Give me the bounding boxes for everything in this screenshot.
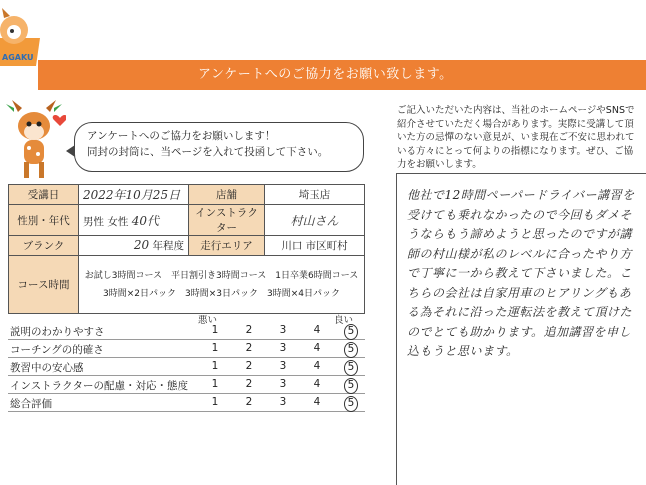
store-field[interactable]: 埼玉店	[265, 185, 365, 205]
rating-option-3[interactable]	[276, 360, 290, 372]
comment-box[interactable]	[396, 173, 646, 485]
rating-row	[8, 376, 365, 394]
rating-option-1[interactable]	[208, 324, 222, 336]
form-row-course	[9, 256, 365, 314]
rating-question: インストラクターの配慮・対応・態度	[10, 380, 188, 392]
rating-option-label: 1	[211, 378, 219, 390]
rating-option-label: 1	[211, 360, 219, 372]
instructor-field[interactable]: 村山さん	[265, 205, 365, 236]
rating-option-4[interactable]	[310, 342, 324, 354]
blank-value: 20	[133, 238, 150, 252]
rating-option-3[interactable]	[276, 396, 290, 408]
good-label: 良い	[334, 315, 354, 326]
rating-question: コーチングの的確さ	[10, 344, 104, 356]
speech-bubble	[74, 122, 364, 172]
rating-option-2[interactable]	[242, 360, 256, 372]
rating-row	[8, 358, 365, 376]
blank-field[interactable]	[79, 236, 189, 256]
course-line-2: 3時間×2日パック 3時間×3日パック 3時間×4日パック	[103, 288, 340, 299]
bad-label: 悪い	[198, 315, 218, 326]
area-label: 走行エリア	[189, 236, 265, 256]
rating-question: 総合評価	[10, 398, 52, 410]
ratings-rows	[8, 322, 365, 412]
rating-question: 説明のわかりやすさ	[10, 326, 105, 338]
rating-option-label: 4	[313, 360, 321, 372]
mascot-logo-icon	[0, 8, 40, 78]
date-field[interactable]: 2022年10月25日	[79, 185, 189, 205]
rating-option-label: 2	[245, 378, 253, 390]
rating-option-4[interactable]	[310, 360, 324, 372]
rating-option-2[interactable]	[242, 378, 256, 390]
gender-label: 性別・年代	[9, 205, 79, 236]
banner-text: アンケートへのご協力をお願い致します。	[198, 67, 453, 82]
form-row-date	[9, 185, 365, 205]
rating-option-2[interactable]	[242, 396, 256, 408]
rating-option-3[interactable]	[276, 342, 290, 354]
gender-value: 男性 女性	[83, 215, 129, 228]
form-row-gender	[9, 205, 365, 236]
rating-option-1[interactable]	[208, 396, 222, 408]
rating-option-label: 4	[313, 342, 321, 354]
logo-text: AGAKU	[2, 53, 34, 62]
rating-option-label: 3	[279, 378, 287, 390]
rating-option-label: 3	[279, 396, 287, 408]
rating-option-2[interactable]	[242, 324, 256, 336]
rating-option-label: 4	[313, 396, 321, 408]
blank-label: ブランク	[9, 236, 79, 256]
rating-option-label: 2	[245, 342, 253, 354]
rating-row	[8, 340, 365, 358]
header-banner	[38, 60, 646, 90]
course-options[interactable]	[79, 256, 365, 314]
rating-option-label: 5	[344, 396, 358, 412]
info-form-table	[8, 184, 365, 314]
rating-option-label: 2	[245, 324, 253, 336]
comment-text: 他社で12時間ペーパードライバー講習を受けても乗れなかったので今回もダメそうならもう諦めようと思ったのですが講師の村山様が私のレベルに合ったやり方で丁寧に一から教えて下さいました。こちらの会社は自家用車のヒアリングもある為それに沿った運転法を教えて頂けたのでとても助かります。追加講習を申し込もうと思います。	[407, 188, 635, 358]
area-field[interactable]: 川口 市区町村	[265, 236, 365, 256]
course-line-1: お試し3時間コース 平日割引き3時間コース 1日卒業6時間コース	[84, 270, 359, 281]
blank-unit: 年程度	[152, 240, 184, 252]
rating-option-5[interactable]	[344, 378, 358, 394]
ratings-header	[8, 312, 365, 326]
rating-option-label: 5	[344, 378, 358, 394]
deer-mascot-icon	[4, 96, 66, 182]
rating-option-5[interactable]	[344, 360, 358, 376]
rating-option-label: 3	[279, 324, 287, 336]
bubble-line-1: アンケートへのご協力をお願いします！	[87, 130, 276, 142]
notice-text: ご記入いただいた内容は、当社のホームページやSNSで紹介させていただく場合があります。実際に受講して頂いた方の忌憚のない意見が、いま現在ご不安に思われている方々にとって何よりの指標になります。ぜひ、ご協力をお願いします。	[397, 105, 635, 170]
instructor-label: インストラクター	[189, 205, 265, 236]
rating-option-3[interactable]	[276, 378, 290, 390]
rating-option-label: 3	[279, 342, 287, 354]
rating-option-label: 3	[279, 360, 287, 372]
rating-option-5[interactable]	[344, 396, 358, 412]
rating-option-5[interactable]	[344, 324, 358, 340]
rating-option-label: 2	[245, 396, 253, 408]
rating-option-label: 1	[211, 342, 219, 354]
course-label: コース時間	[9, 256, 79, 314]
rating-option-label: 5	[344, 324, 358, 340]
rating-option-5[interactable]	[344, 342, 358, 358]
rating-option-1[interactable]	[208, 360, 222, 372]
rating-option-label: 2	[245, 360, 253, 372]
rating-option-1[interactable]	[208, 378, 222, 390]
rating-option-label: 4	[313, 378, 321, 390]
rating-option-3[interactable]	[276, 324, 290, 336]
rating-option-1[interactable]	[208, 342, 222, 354]
rating-option-label: 5	[344, 342, 358, 358]
gender-field[interactable]	[79, 205, 189, 236]
form-row-blank	[9, 236, 365, 256]
rating-row	[8, 322, 365, 340]
rating-option-label: 5	[344, 360, 358, 376]
rating-row	[8, 394, 365, 412]
rating-option-label: 1	[211, 324, 219, 336]
rating-option-2[interactable]	[242, 342, 256, 354]
ratings-section	[8, 312, 365, 412]
bubble-line-2: 同封の封筒に、当ページを入れて投函して下さい。	[87, 146, 329, 158]
store-label: 店舗	[189, 185, 265, 205]
date-label: 受講日	[9, 185, 79, 205]
rating-option-4[interactable]	[310, 396, 324, 408]
age-value: 40代	[131, 213, 159, 228]
rating-option-4[interactable]	[310, 324, 324, 336]
rating-option-label: 4	[313, 324, 321, 336]
rating-question: 教習中の安心感	[10, 362, 84, 374]
rating-option-label: 1	[211, 396, 219, 408]
rating-option-4[interactable]	[310, 378, 324, 390]
